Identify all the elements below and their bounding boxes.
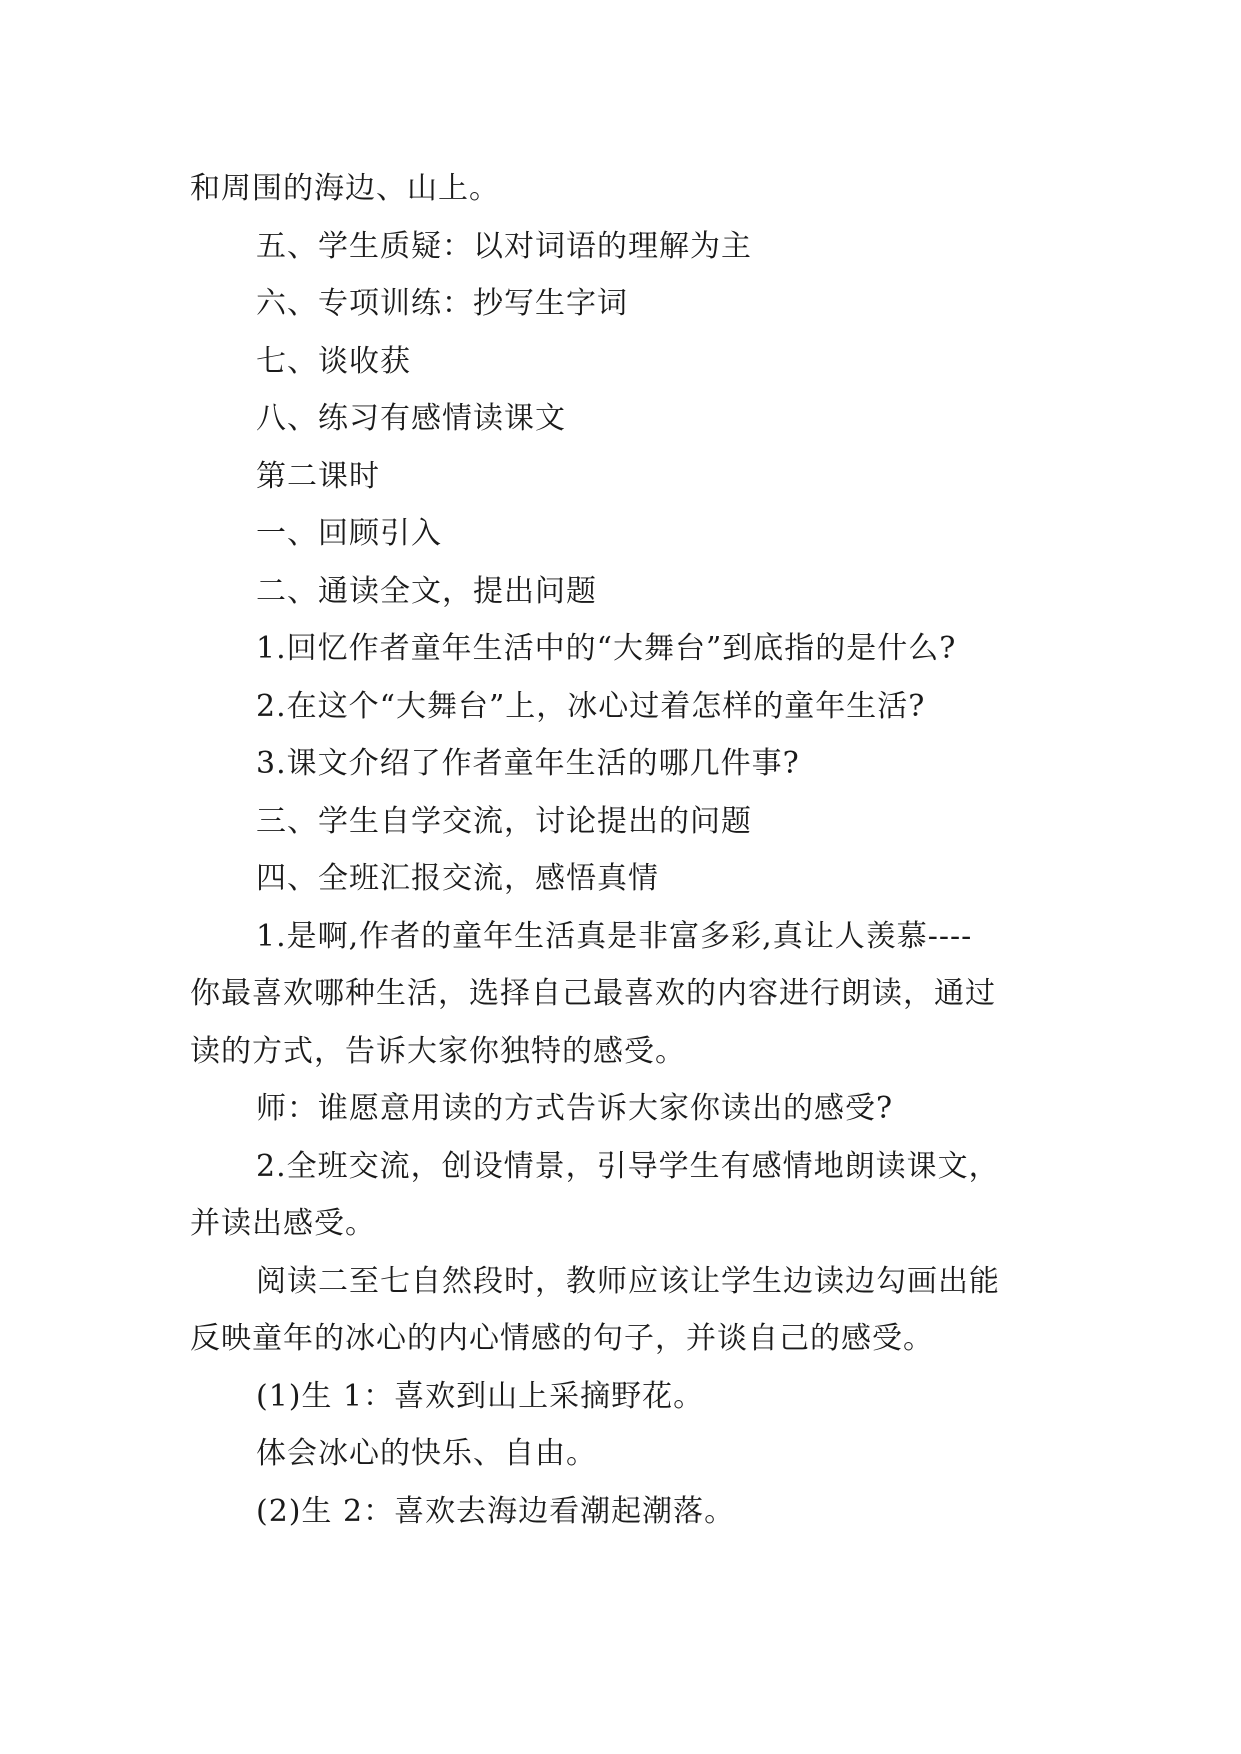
text-line: 师：谁愿意用读的方式告诉大家你读出的感受? xyxy=(256,1091,894,1126)
text-line: 四、全班汇报交流，感悟真情 xyxy=(256,861,659,896)
text-line: 阅读二至七自然段时，教师应该让学生边读边勾画出能 xyxy=(256,1263,1000,1299)
text-line: 读的方式，告诉大家你独特的感受。 xyxy=(190,1033,686,1069)
text-line: 五、学生质疑：以对词语的理解为主 xyxy=(256,228,752,264)
text-line: 二、通读全文，提出问题 xyxy=(256,573,597,609)
text-line: 一、回顾引入 xyxy=(256,516,442,551)
text-line: 3.课文介绍了作者童年生活的哪几件事? xyxy=(256,746,800,781)
text-line: 六、专项训练：抄写生字词 xyxy=(256,286,628,321)
text-line: 体会冰心的快乐、自由。 xyxy=(256,1436,597,1471)
text-line: (1)生 1：喜欢到山上采摘野花。 xyxy=(256,1378,705,1414)
text-line: 1.回忆作者童年生活中的“大舞台”到底指的是什么? xyxy=(256,631,957,666)
text-line: 你最喜欢哪种生活，选择自己最喜欢的内容进行朗读，通过 xyxy=(190,976,996,1011)
text-line: 1.是啊,作者的童年生活真是非富多彩,真让人羡慕---- xyxy=(256,918,973,954)
text-line: 七、谈收获 xyxy=(256,343,411,379)
document-body xyxy=(190,160,1050,1540)
text-line: 并读出感受。 xyxy=(190,1206,376,1241)
text-line: 和周围的海边、山上。 xyxy=(190,171,500,206)
text-line: 八、练习有感情读课文 xyxy=(256,401,566,436)
text-line: 2.在这个“大舞台”上，冰心过着怎样的童年生活? xyxy=(256,688,926,724)
text-line: (2)生 2：喜欢去海边看潮起潮落。 xyxy=(256,1493,736,1529)
text-line: 三、学生自学交流，讨论提出的问题 xyxy=(256,803,752,839)
section-heading: 第二课时 xyxy=(256,458,380,494)
text-line: 反映童年的冰心的内心情感的句子，并谈自己的感受。 xyxy=(190,1321,934,1356)
text-line: 2.全班交流，创设情景，引导学生有感情地朗读课文， xyxy=(256,1148,1000,1184)
